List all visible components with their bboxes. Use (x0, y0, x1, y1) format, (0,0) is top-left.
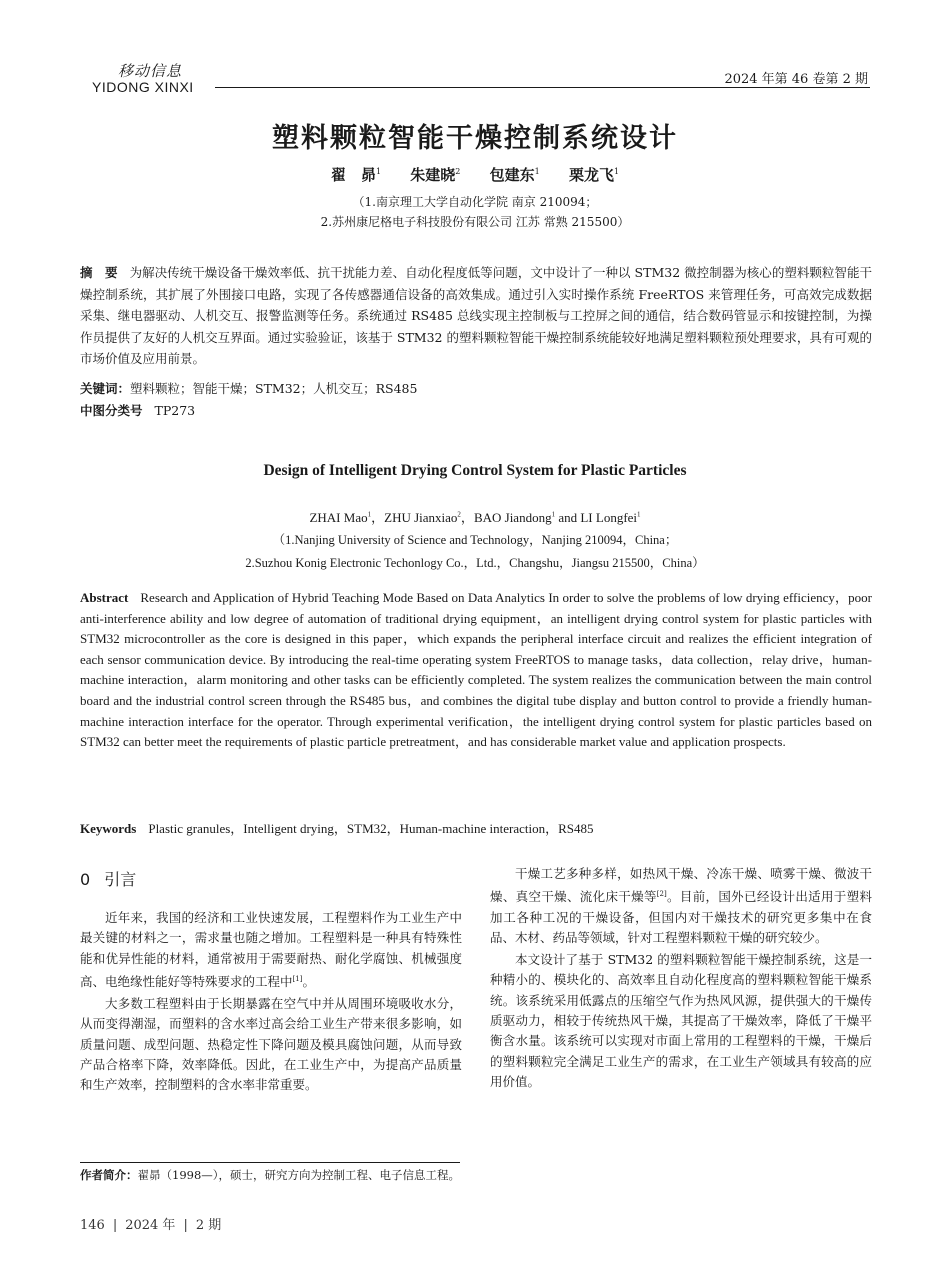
affiliation-1: （1.南京理工大学自动化学院 南京 210094； (352, 195, 598, 209)
author-footnote (80, 1167, 460, 1183)
affiliation-2: 2.苏州康尼格电子科技股份有限公司 江苏 常熟 215500） (320, 215, 630, 229)
footnote-label: 作者简介： (80, 1168, 138, 1182)
author: 栗龙飞$^1$ (568, 166, 620, 184)
author: 翟 昴$^1$ (330, 166, 382, 184)
keywords-cn (80, 378, 872, 400)
section-title: 引言 (104, 870, 137, 889)
keywords-en-text: Plastic granules，Intelligent drying，STM32，Human-machine interaction，RS485 (148, 821, 594, 836)
paragraph: 大多数工程塑料由于长期暴露在空气中并从周围环境吸收水分，从而变得潮湿，而塑料的含水率过高会给工业生产带来很多影响，如质量问题、成型问题、热稳定性下降问题及模具腐蚀问题，从而导致产品合格率下降，效率降低。因此，在工业生产中，为提高产品质量和生产效率，控制塑料的含水率非常重要。 (80, 995, 462, 1093)
abstract-cn-label: 摘 要 (80, 265, 118, 280)
section-heading (80, 867, 150, 890)
footnote-rule (80, 1162, 460, 1163)
author-list (0, 164, 950, 185)
body-column-right (490, 864, 872, 1093)
paragraph: 本文设计了基于 STM32 的塑料颗粒智能干燥控制系统，这是一种精小的、模块化的、高效率且自动化程度高的塑料颗粒智能干燥系统。该系统采用低露点的压缩空气作为热风风源，提供强大的干燥传质驱动力，相较于传统热风干燥，其提高了干燥效率，降低了干燥平衡含水量。该系统可以实现对市面上常用的工程塑料的干燥，干燥后的塑料颗粒完全满足工业生产的需求，在工业生产领域具有较高的应用价值。 (490, 951, 872, 1090)
citation: [1] (292, 975, 303, 984)
paragraph: 干燥工艺多种多样，如热风干燥、冷冻干燥、喷雾干燥、微波干燥、真空干燥、流化床干燥等[2]。目前，国外已经设计出适用于塑料加工各种工况的干燥设备，但国内对干燥技术的研究更多集中在食品、木材、药品等领域，针对工程塑料颗粒干燥的研究较少。 (490, 866, 872, 946)
issue-info: 2024 年第 46 卷第 2 期 (724, 72, 868, 87)
footer-year: 2024 年 (125, 1218, 176, 1233)
footnote-text: 翟昴（1998—），硕士，研究方向为控制工程、电子信息工程。 (137, 1168, 461, 1182)
keywords-en-label: Keywords (80, 821, 137, 836)
author-en: ZHU Jianxiao$^2$， (384, 510, 474, 525)
abstract-cn-text: 为解决传统干燥设备干燥效率低、抗干扰能力差、自动化程度低等问题，文中设计了一种以 STM32 微控制器为核心的塑料颗粒智能干燥控制系统，其扩展了外围接口电路，实现了各传感器通信设备的高效集成。通过引入实时操作系统 FreeRTOS 来管理任务，可高效完成数据采集、继电器驱动、人机交互、报警监测等任务。系统通过 RS485 总线实现主控制板与工控屏之间的通信，结合数码管显示和按键控制，为操作员提供了友好的人机交互界面。通过实验验证，该基于 STM32 的塑料颗粒智能干燥控制系统能较好地满足塑料颗粒预处理要求，具有可观的市场价值及应用前景。 (80, 265, 872, 366)
author-en: LI Longfei$^1$ (580, 510, 641, 525)
keywords-cn-text: 塑料颗粒；智能干燥；STM32；人机交互；RS485 (130, 381, 418, 396)
abstract-en-text: Research and Application of Hybrid Teaching Mode Based on Data Analytics In order to solve the problems of low drying efficiency，poor anti-interference ability and low degree of automation of traditional drying equipment，an intelligent drying control system for plastic particles with STM32 microcontroller as the core is designed in this paper，which expands the peripheral interface circuit and realizes the efficient integration of each sensor communication device. By introducing the real-time operating system FreeRTOS to manage tasks，data collection，relay drive，human-machine interaction，alarm monitoring and other tasks can be efficiently completed. The system realizes the communication between the main control board and the industrial control screen through the RS485 bus，and combines the digital tube display and button control to provide a friendly human-machine interaction interface for the operator. Through experimental verification，the intelligent drying control system for plastic particles based on STM32 can better meet the requirements of plastic particle pretreatment，and has considerable market value and application prospects. (80, 590, 872, 750)
paragraph: 近年来，我国的经济和工业快速发展，工程塑料作为工业生产中最关键的材料之一，需求量也随之增加。工程塑料是一种具有特殊性能和优异性能的材料，通常被用于需要耐热、耐化学腐蚀、机械强度高、电绝缘性能好等特殊要求的工程中[1]。 (80, 910, 462, 990)
abstract-en (80, 588, 872, 753)
author: 包建东$^1$ (489, 166, 540, 184)
paper-title-en: Design of Intelligent Drying Control System for Plastic Particles (263, 462, 687, 479)
page-footer: 146 | 2024 年 | 2 期 (80, 1218, 222, 1233)
citation: [2] (656, 890, 667, 899)
affiliation-en-1: （1.Nanjing University of Science and Technology，Nanjing 210094，China； (272, 533, 678, 547)
journal-name-cn: 移动信息 (118, 62, 183, 80)
section-number: 0 (80, 870, 91, 889)
paper-title: 塑料颗粒智能干燥控制系统设计 (272, 123, 678, 154)
author-en: BAO Jiandong$^1$ and (473, 510, 581, 525)
classification-value: TP273 (154, 403, 196, 418)
keywords-en (80, 819, 872, 840)
classification-number (80, 400, 872, 422)
author: 朱建晓$^2$ (410, 166, 461, 184)
header-rule (215, 87, 870, 88)
body-column-left (80, 908, 462, 1096)
affiliation-en-2: 2.Suzhou Konig Electronic Techonlogy Co.，Ltd.，Changshu，Jiangsu 215500，China） (245, 556, 705, 570)
abstract-en-label: Abstract (80, 590, 129, 605)
page-number: 146 (80, 1218, 105, 1233)
abstract-cn (80, 262, 872, 370)
classification-label: 中图分类号 (80, 403, 143, 418)
keywords-cn-label: 关键词： (80, 381, 131, 396)
author-list-en (0, 507, 950, 526)
author-en: ZHAI Mao$^1$， (309, 510, 385, 525)
footer-issue: 2 期 (195, 1218, 222, 1233)
journal-name-en: YIDONG XINXI (92, 79, 194, 95)
